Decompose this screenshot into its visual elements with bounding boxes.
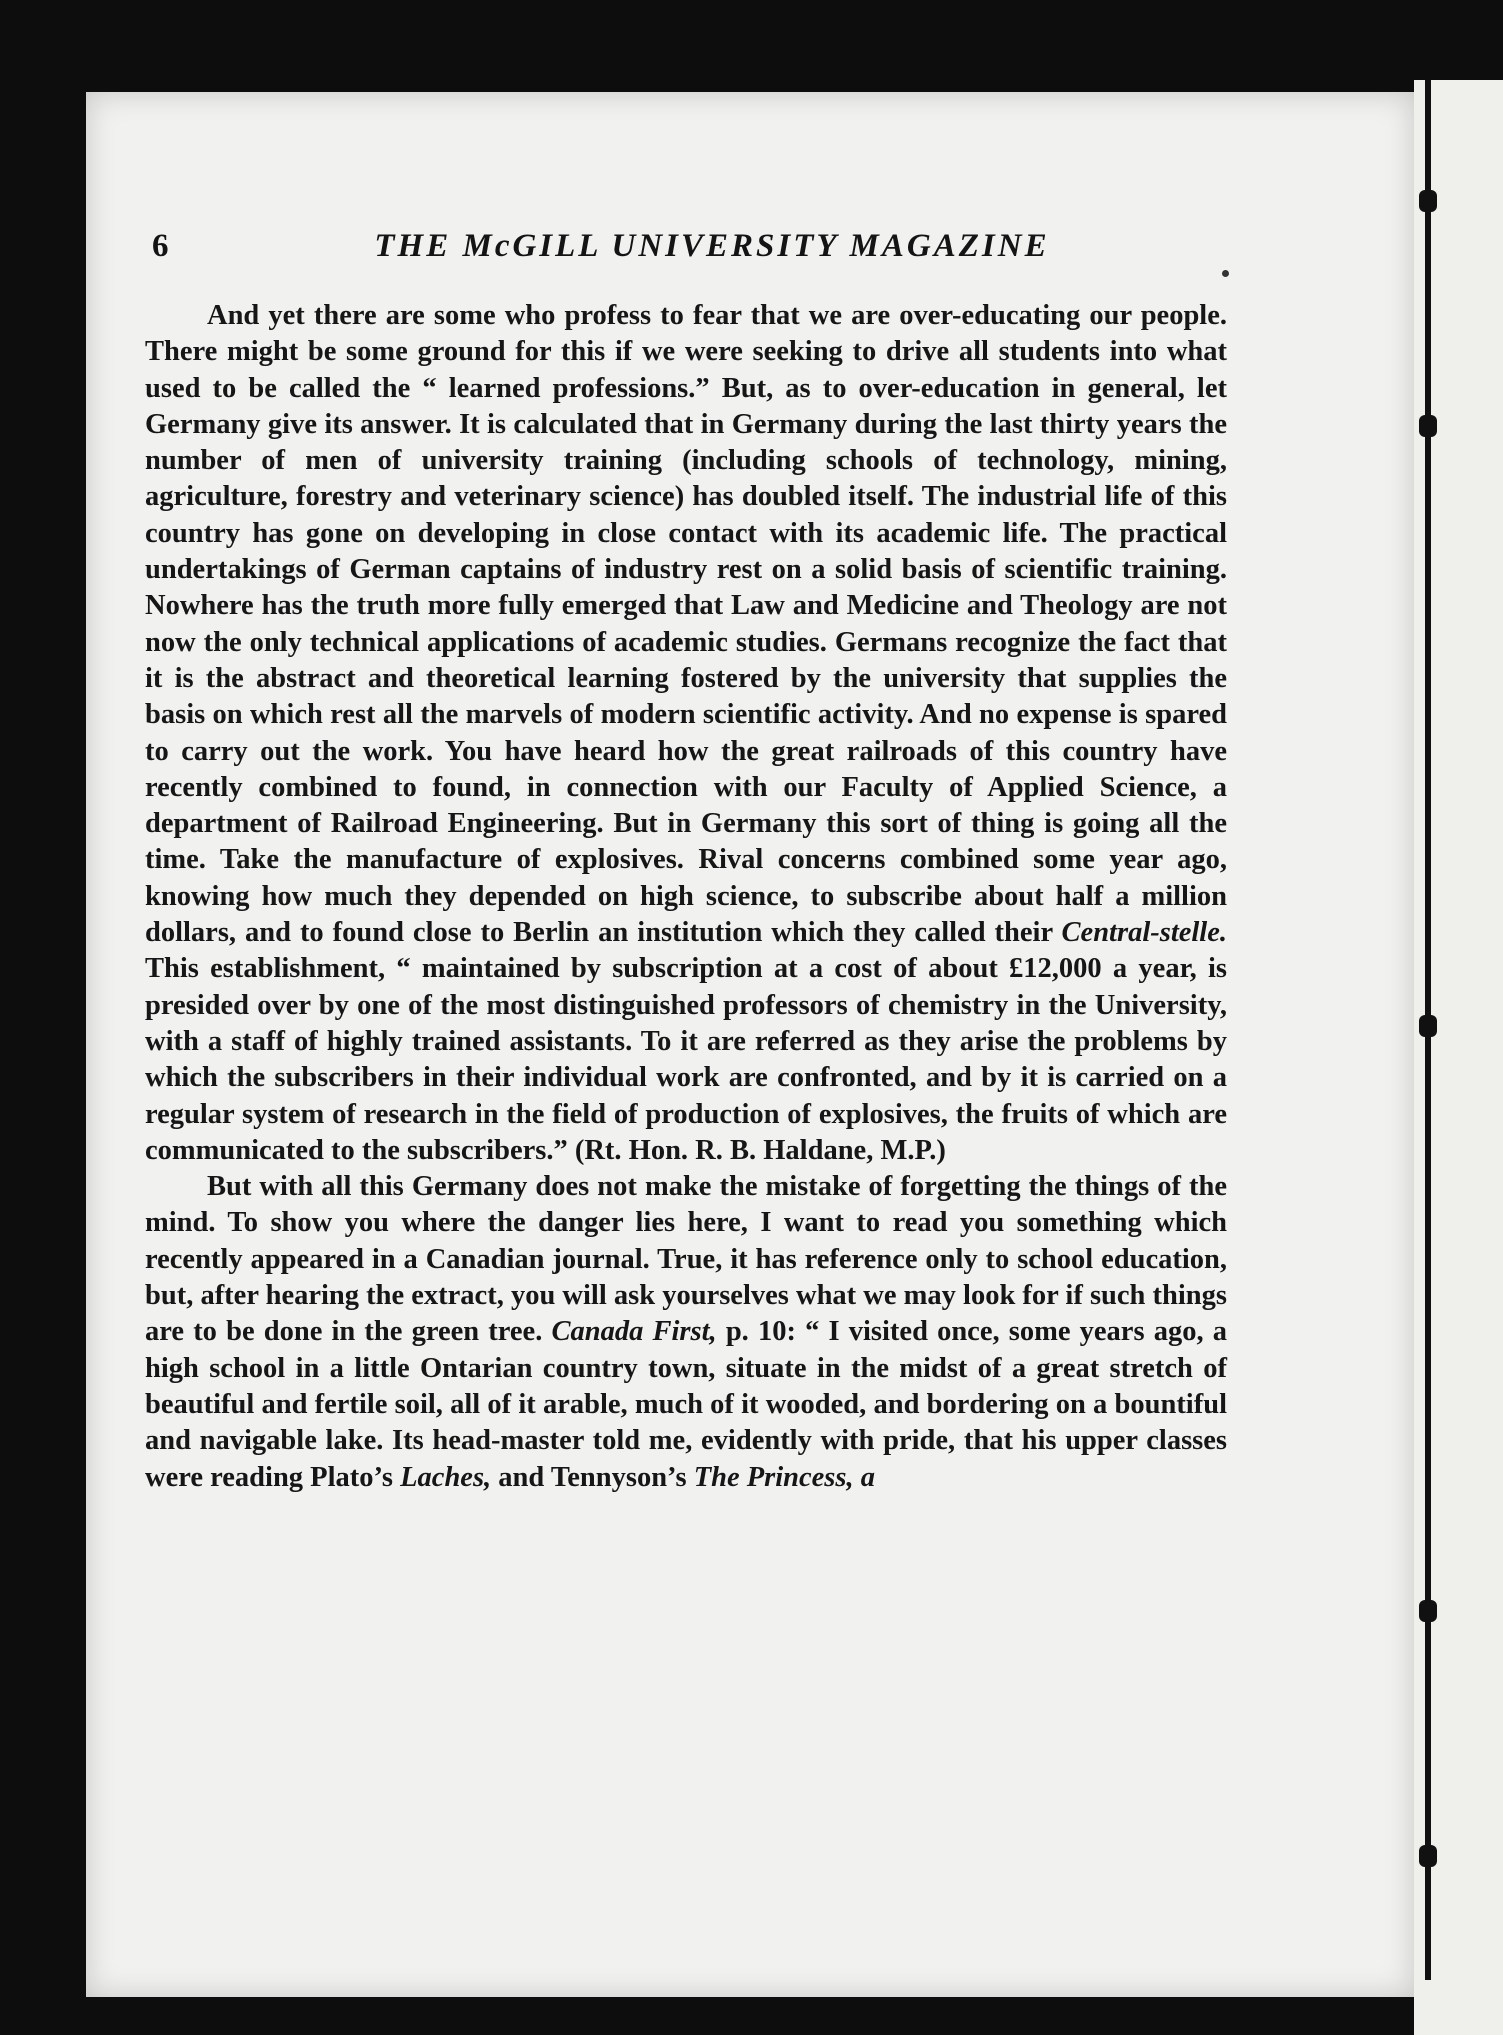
text-run: This establishment, “ maintained by subscription at a cost of about £12,000 a year, is presided over by one of the most distinguished professors of chemistry in the University, with a staff of highly trained assistants. To it are referred as they arise the problems by which the subscribers in their individual work are confronted, and by it is carried on a regular system of research in the field of production of explosives, the fruits of which are communicated to the subscribers.” (Rt. Hon. R. B. Haldane, M.P.) — [145, 953, 1227, 1166]
binding-mark — [1419, 1845, 1437, 1867]
text-run: p. 10: “ I visited once, some years ago, a high school in a little Ontarian country town, situate in the midst of a great stretch of beautiful and fertile soil, all of it arable, much of it wooded, and bordering on a bountiful and navigable lake. Its head-master told me, evidently with pride, that his upper classes were reading Plato’s — [145, 1316, 1227, 1493]
italic-text-run: The Princess, a — [693, 1461, 875, 1493]
body-text — [145, 298, 1227, 1496]
binding-mark — [1419, 1015, 1437, 1037]
italic-text-run: Laches, — [400, 1461, 492, 1493]
binding-mark — [1419, 415, 1437, 437]
paragraph — [145, 298, 1227, 1169]
running-title: THE McGILL UNIVERSITY MAGAZINE — [374, 228, 1050, 264]
italic-text-run: Canada First, — [551, 1316, 717, 1348]
paragraph — [145, 1169, 1227, 1496]
text-run: And yet there are some who profess to fear that we are over-educating our people. There might be some ground for this if we were seeking to drive all students into what used to be called the “ learned professions.” But, as to over-education in general, let Germany give its answer. It is calculated that in Germany during the last thirty years the number of men of university training (including schools of technology, mining, agriculture, forestry and veterinary science) has doubled itself. The industrial life of this country has gone on developing in close contact with its academic life. The practical undertakings of German captains of industry rest on a solid basis of scientific training. Nowhere has the truth more fully emerged that Law and Medicine and Theology are not now the only technical applications of academic studies. Germans recognize the fact that it is the abstract and theoretical learning fostered by the university that supplies the basis on which rest all the marvels of modern scientific activity. And no expense is spared to carry out the work. You have heard how the great railroads of this country have recently combined to found, in connection with our Faculty of Applied Science, a department of Railroad Engineering. But in Germany this sort of thing is going all the time. Take the manufacture of explosives. Rival concerns combined some year ago, knowing how much they depended on high science, to subscribe about half a million dollars, and to found close to Berlin an institution which they called their — [145, 300, 1227, 949]
page-number: 6 — [152, 228, 169, 264]
binding-mark — [1419, 1600, 1437, 1622]
scan-speck — [1222, 270, 1229, 277]
binding-mark — [1419, 190, 1437, 212]
italic-text-run: Central-stelle. — [1061, 917, 1227, 949]
text-run: But with all this Germany does not make the mistake of forgetting the things of the mind. To show you where the danger lies here, I want to read you something which recently appeared in a Canadian journal. True, it has reference only to school education, but, after hearing the extract, you will ask yourselves what we may look for if such things are to be done in the green tree. — [145, 1171, 1227, 1348]
page-header — [152, 228, 1232, 268]
text-run: and Tennyson’s — [491, 1461, 694, 1493]
